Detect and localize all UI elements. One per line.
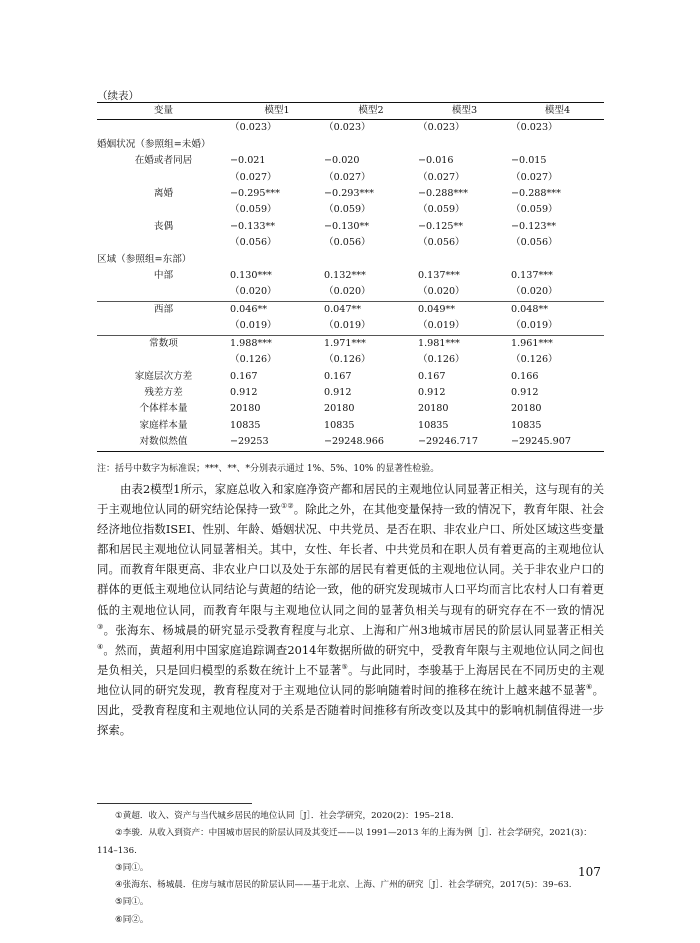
cell-model-3: 0.049** [418, 303, 456, 315]
cell-model-2: 1.971*** [324, 337, 366, 349]
cell-model-3: （0.059） [418, 204, 465, 216]
footnote [97, 912, 604, 929]
table-continued-label: （续表） [97, 90, 139, 102]
table-row [97, 235, 604, 251]
cell-model-1: （0.027） [230, 171, 277, 183]
cell-model-1: 0.167 [230, 370, 258, 382]
cell-model-4: （0.027） [511, 171, 558, 183]
table-row [97, 186, 604, 202]
footnote-text: 黄超．收入、资产与当代城乡居民的地位认同［J］．社会学研究，2020(2)：195–218. [122, 811, 454, 821]
row-label [97, 318, 230, 335]
page-number: 107 [578, 865, 601, 879]
cell-model-1 [324, 137, 418, 153]
cell-model-3: 10835 [418, 419, 449, 431]
table-row [97, 401, 604, 417]
cell-model-2: 10835 [324, 419, 355, 431]
table-row [97, 369, 604, 385]
table-row [97, 120, 604, 137]
cell-model-2 [418, 252, 511, 268]
footnote-number: ④ [115, 880, 123, 891]
footnote-number: ⑥ [115, 914, 123, 925]
row-label: 丧偶 [153, 220, 174, 232]
cell-model-4: 1.961*** [511, 337, 553, 349]
footnote-number: ⑤ [115, 897, 123, 908]
cell-model-4: −0.123** [511, 220, 557, 232]
table-row [97, 352, 604, 368]
table-row [97, 202, 604, 218]
citation-ref: ⑥ [586, 683, 593, 692]
cell-model-1: （0.056） [230, 237, 277, 249]
cell-model-2: （0.126） [324, 354, 371, 366]
regression-table [97, 102, 604, 452]
cell-model-4: −0.288*** [511, 188, 561, 200]
footnote-text: 同①。 [122, 897, 149, 908]
cell-model-3: （0.027） [418, 171, 465, 183]
cell-model-2: （0.027） [324, 171, 371, 183]
table-row [97, 335, 604, 352]
cell-model-1: （0.023） [230, 122, 277, 134]
cell-model-3: 1.981*** [418, 337, 460, 349]
table-row [97, 301, 604, 318]
cell-model-4: 0.912 [511, 386, 539, 398]
footnote-divider [97, 803, 252, 804]
cell-model-3 [511, 137, 604, 153]
cell-model-1: 0.046** [230, 303, 268, 315]
row-label [97, 235, 230, 251]
cell-model-2: 0.167 [324, 370, 352, 382]
table-header [97, 103, 604, 120]
citation-ref: ③ [97, 622, 104, 631]
cell-model-1: 0.130*** [230, 270, 272, 282]
cell-model-2: −29248.966 [324, 436, 384, 448]
cell-model-1: 10835 [230, 419, 261, 431]
footnote [97, 894, 604, 911]
row-label: 常数项 [149, 337, 178, 349]
table-body [97, 120, 604, 451]
cell-model-3: 0.912 [418, 386, 446, 398]
cell-model-1: 20180 [230, 403, 261, 415]
table-row [97, 434, 604, 451]
footnote-text: 同①。 [122, 862, 149, 873]
cell-model-2: −0.130** [324, 220, 370, 232]
cell-model-2: 0.047** [324, 303, 362, 315]
cell-model-4: −0.015 [511, 155, 547, 167]
row-label [97, 352, 230, 368]
row-label: 在婚或者同居 [134, 155, 193, 167]
table-note: 注：括号中数字为标准误；***、**、*分别表示通过 1%、5%、10% 的显著性检验。 [97, 464, 440, 474]
cell-model-3: −29246.717 [418, 436, 478, 448]
row-label: 残差方差 [144, 386, 183, 398]
cell-model-3: 0.137*** [418, 270, 460, 282]
cell-model-1: −0.133** [230, 220, 276, 232]
body-paragraph: 由表2模型1所示，家庭总收入和家庭净资产都和居民的主观地位认同显著正相关，这与现有的关于主观地位认同的研究结论保持一致①②。除此之外，在其他变量保持一致的情况下，教育年限、社会经济地位指数ISEI、性别、年龄、婚姻状况、中共党员、是否在职、非农业户口、所处区域这些变量都和居民主观地位认同显著相关。其中，女性、年长者、中共党员和在职人员有着更高的主观地位认同。而教育年限更高、非农业户口以及处于东部的居民有着更低的主观地位认同。关于非农业户口的群体的更低主观地位认同结论与黄超的结论一致，他的研究发现城市人口平均而言比农村人口有着更低的主观地位认同，而教育年限与主观地位认同之间的显著负相关与现有的研究存在不一致的情况③。张海东、杨城晨的研究显示受教育程度与北京、上海和广州3地城市居民的阶层认同显著正相关④。然而，黄超利用中国家庭追踪调查2014年数据所做的研究中，受教育年限与主观地位认同之间也是负相关，只是回归模型的系数在统计上不显著⑤。与此同时，李骏基于上海居民在不同历史的主观地位认同的研究发现，教育程度对于主观地位认同的影响随着时间的推移在统计上越来越不显著⑥。因此，受教育程度和主观地位认同的关系是否随着时间推移有所改变以及其中的影响机制值得进一步探索。 [97, 482, 605, 738]
row-label: 家庭层次方差 [134, 370, 193, 382]
cell-model-3: −0.016 [418, 155, 454, 167]
cell-model-1: （0.059） [230, 204, 277, 216]
header-variable: 变量 [153, 105, 174, 116]
footnote [97, 860, 604, 877]
cell-model-4: （0.023） [511, 122, 558, 134]
cell-model-1: （0.126） [230, 354, 277, 366]
header-model-1: 模型1 [264, 105, 290, 116]
row-label: 西部 [153, 303, 174, 315]
row-label [97, 284, 230, 301]
row-label [97, 170, 230, 186]
header-model-3: 模型3 [451, 105, 478, 116]
cell-model-3: 20180 [418, 403, 449, 415]
cell-model-3: （0.023） [418, 122, 465, 134]
cell-model-4: 0.048** [511, 303, 549, 315]
cell-model-4: （0.020） [511, 286, 558, 298]
cell-model-3: （0.019） [418, 320, 465, 332]
row-label [97, 120, 230, 137]
cell-model-3: （0.056） [418, 237, 465, 249]
row-label: 离婚 [153, 188, 174, 200]
cell-model-1: −0.021 [230, 155, 266, 167]
cell-model-3: −0.125** [418, 220, 464, 232]
row-label: 个体样本量 [139, 403, 188, 415]
footnote [97, 825, 604, 860]
cell-model-3: （0.020） [418, 286, 465, 298]
row-label [97, 202, 230, 218]
cell-model-4: 0.137*** [511, 270, 553, 282]
table-row [97, 385, 604, 401]
citation-ref: ⑤ [341, 663, 349, 672]
footnote-text: 李骏．从收入到资产：中国城市居民的阶层认同及其变迁——以 1991—2013 年的上海为例［J］．社会学研究，2021(3)：114–136. [97, 828, 592, 856]
table-row [97, 268, 604, 284]
cell-model-4: −29245.907 [511, 436, 571, 448]
cell-model-1: −29253 [230, 436, 269, 448]
row-label: 家庭样本量 [139, 419, 188, 431]
footnote [97, 808, 604, 825]
footnote-number: ② [115, 828, 123, 839]
cell-model-1: （0.019） [230, 320, 277, 332]
table-row [97, 219, 604, 235]
cell-model-2: −0.293*** [324, 188, 374, 200]
footnote-number: ① [115, 811, 123, 821]
cell-model-2: 0.912 [324, 386, 352, 398]
cell-model-1: 1.988*** [230, 337, 272, 349]
cell-model-2: −0.020 [324, 155, 360, 167]
cell-model-4: 0.166 [511, 370, 539, 382]
cell-model-4: （0.056） [511, 237, 558, 249]
cell-model-2: （0.059） [324, 204, 371, 216]
cell-model-3 [511, 252, 604, 268]
cell-model-1: （0.020） [230, 286, 277, 298]
footnote-text: 同②。 [122, 914, 149, 925]
citation-ref: ④ [97, 642, 104, 651]
footnote [97, 877, 604, 894]
cell-model-1: 0.912 [230, 386, 258, 398]
table-row [97, 418, 604, 434]
citation-ref: ①② [280, 502, 294, 511]
cell-model-3: −0.288*** [418, 188, 468, 200]
cell-model-2: （0.023） [324, 122, 371, 134]
table-row [97, 153, 604, 169]
cell-model-4: 20180 [511, 403, 542, 415]
header-model-2: 模型2 [358, 105, 384, 116]
footnote-text: 张海东、杨城晨．住房与城市居民的阶层认同——基于北京、上海、广州的研究［J］．社会学研究，2017(5)：39–63. [122, 880, 572, 891]
table-row [97, 318, 604, 335]
cell-model-4: 10835 [511, 419, 542, 431]
footnote-number: ③ [115, 862, 123, 873]
row-label: 区域（参照组=东部） [97, 253, 192, 265]
cell-model-4: （0.059） [511, 204, 558, 216]
table-row [97, 252, 604, 268]
cell-model-1 [324, 252, 418, 268]
cell-model-4: （0.126） [511, 354, 558, 366]
cell-model-2: （0.020） [324, 286, 371, 298]
table-row [97, 137, 604, 153]
header-model-4: 模型4 [544, 105, 571, 116]
table-row [97, 170, 604, 186]
footnotes [97, 808, 604, 929]
row-label: 对数似然值 [139, 436, 188, 448]
table-row [97, 284, 604, 301]
cell-model-2: 0.132*** [324, 270, 366, 282]
row-label: 中部 [153, 270, 174, 282]
cell-model-3: （0.126） [418, 354, 465, 366]
cell-model-2: （0.019） [324, 320, 371, 332]
row-label: 婚姻状况（参照组=未婚） [97, 138, 211, 150]
cell-model-1: −0.295*** [230, 188, 280, 200]
cell-model-4: （0.019） [511, 320, 558, 332]
cell-model-2: （0.056） [324, 237, 371, 249]
cell-model-3: 0.167 [418, 370, 446, 382]
cell-model-2 [418, 137, 511, 153]
cell-model-2: 20180 [324, 403, 355, 415]
